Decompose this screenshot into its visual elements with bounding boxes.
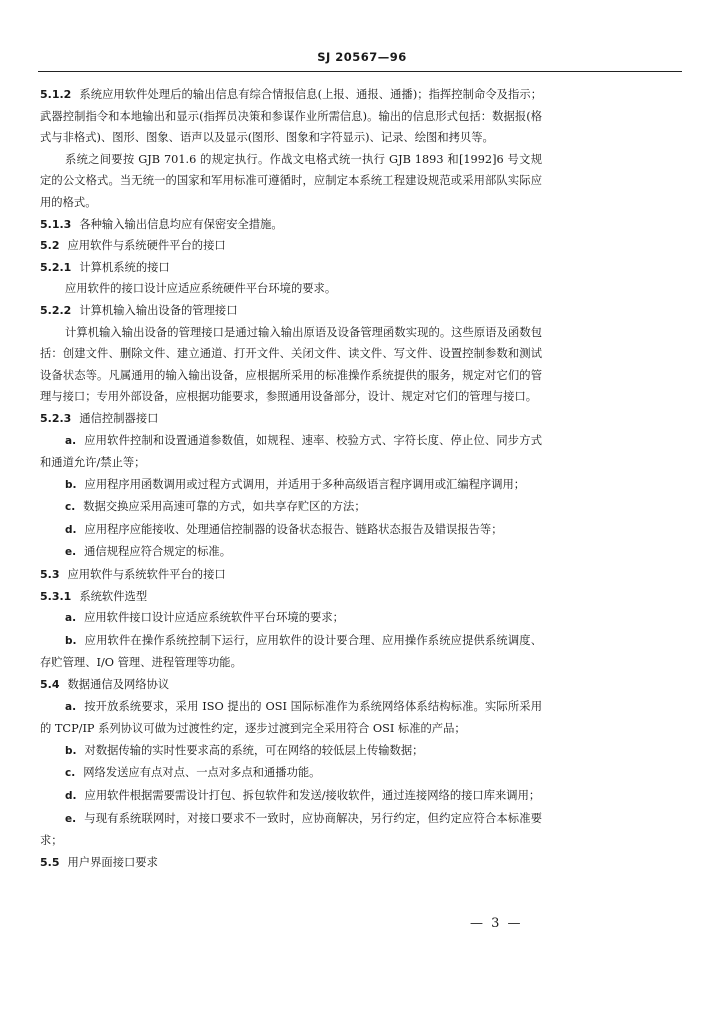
section-text: 各种输入输出信息均应有保密安全措施。 xyxy=(79,217,283,231)
list-item xyxy=(40,630,542,674)
section-number: 5.4 xyxy=(40,678,60,692)
section-heading: 数据通信及网络协议 xyxy=(67,678,170,692)
section-5-3 xyxy=(40,564,542,586)
section-5-1-3 xyxy=(40,214,542,236)
section-5-1-2 xyxy=(40,84,542,149)
list-item-label: c. xyxy=(65,767,76,780)
list-item-label: e. xyxy=(65,812,77,825)
list-item-text: 应用程序用函数调用或过程方式调用，并适用于多种高级语言程序调用或汇编程序调用； xyxy=(84,477,526,491)
list-item-text: 对数据传输的实时性要求高的系统，可在网络的较低层上传输数据； xyxy=(84,743,424,757)
section-number: 5.3 xyxy=(40,568,60,582)
list-item-text: 应用软件根据需要需设计打包、拆包软件和发送/接收软件，通过连接网络的接口库来调用； xyxy=(84,789,541,802)
section-number: 5.1.3 xyxy=(40,217,72,231)
list-item-text: 与现有系统联网时，对接口要求不一致时，应协商解决，另行约定，但约定应符合本标准要求； xyxy=(40,811,542,848)
section-number: 5.1.2 xyxy=(40,88,72,101)
section-heading: 应用软件与系统软件平台的接口 xyxy=(67,568,226,582)
paragraph: 系统之间要按 GJB 701.6 的规定执行。作战文电格式统一执行 GJB 1893 和[1992]6 号文规定的公文格式。当无统一的国家和军用标准可遵循时，应制定本系统工程建设规范或采用部队实际应用的格式。 xyxy=(40,152,542,209)
list-item-label: d. xyxy=(65,523,77,536)
section-number: 5.3.1 xyxy=(40,589,72,603)
section-heading: 系统软件选型 xyxy=(79,589,148,603)
section-5-2-2 xyxy=(40,300,542,322)
section-heading: 计算机系统的接口 xyxy=(79,260,170,274)
section-heading: 通信控制器接口 xyxy=(79,411,159,425)
list-item xyxy=(40,607,542,630)
page-number: — 3 — xyxy=(470,916,523,931)
list-item xyxy=(40,785,542,808)
section-number: 5.2 xyxy=(40,239,60,253)
section-5-2 xyxy=(40,235,542,257)
list-item-label: a. xyxy=(65,612,77,625)
list-item xyxy=(40,430,542,474)
section-5-5 xyxy=(40,852,542,874)
section-number: 5.2.2 xyxy=(40,303,72,317)
list-item-label: a. xyxy=(65,434,77,447)
section-heading: 用户界面接口要求 xyxy=(67,855,158,869)
section-5-2-1 xyxy=(40,257,542,279)
list-item xyxy=(40,519,542,542)
list-item xyxy=(40,696,542,740)
paragraph: 计算机输入输出设备的管理接口是通过输入输出原语及设备管理函数实现的。这些原语及函数包括：创建文件、删除文件、建立通道、打开文件、关闭文件、读文件、写文件、设置控制参数和测试设备状态等。凡属通用的输入输出设备，应根据所采用的标准操作系统提供的服务，规定对它们的管理与接口；专用外部设备，应根据功能要求，参照通用设备部分，设计、规定对它们的管理与接口。 xyxy=(40,325,542,404)
section-number: 5.2.3 xyxy=(40,411,72,425)
section-heading: 计算机输入输出设备的管理接口 xyxy=(79,303,238,317)
section-text: 系统应用软件处理后的输出信息有综合情报信息(上报、通报、通播)；指挥控制命令及指示；武器控制指令和本地输出和显示(指挥员决策和参谋作业所需信息)。输出的信息形式包括：数据报(格式与非格式)、图形、图象、语声以及显示(图形、图象和字符显示)、记录、绘图和拷贝等。 xyxy=(40,88,542,145)
list-item-label: a. xyxy=(65,700,77,713)
list-item-text: 应用软件接口设计应适应系统软件平台环境的要求； xyxy=(84,611,344,625)
list-item-label: b. xyxy=(65,634,77,647)
list-item xyxy=(40,541,542,564)
list-item-text: 网络发送应有点对点、一点对多点和通播功能。 xyxy=(83,766,321,780)
section-5-4 xyxy=(40,674,542,696)
document-body xyxy=(40,84,542,873)
section-5-2-3 xyxy=(40,408,542,430)
list-item-text: 按开放系统要求，采用 ISO 提出的 OSI 国际标准作为系统网络体系结构标准。实际所采用的 TCP/IP 系列协议可做为过渡性约定，逐步过渡到完全采用符合 OSI 标准的产品； xyxy=(40,699,542,736)
list-item-label: d. xyxy=(65,790,77,802)
document-code: SJ 20567—96 xyxy=(317,50,407,64)
list-item-text: 通信规程应符合规定的标准。 xyxy=(84,545,231,559)
list-item-text: 应用程序应能接收、处理通信控制器的设备状态报告、链路状态报告及错误报告等； xyxy=(84,522,503,536)
section-5-3-1 xyxy=(40,586,542,608)
list-item-label: c. xyxy=(65,501,76,514)
list-item xyxy=(40,762,542,785)
section-heading: 应用软件与系统硬件平台的接口 xyxy=(67,239,226,253)
list-item-text: 数据交换应采用高速可靠的方式，如共享存贮区的方法； xyxy=(83,500,366,514)
paragraph: 应用软件的接口设计应适应系统硬件平台环境的要求。 xyxy=(65,282,337,296)
list-item xyxy=(40,496,542,519)
list-item-label: e. xyxy=(65,546,77,559)
header-rule xyxy=(38,71,682,72)
list-item-text: 应用软件控制和设置通道参数值，如规程、速率、校验方式、字符长度、停止位、同步方式和通道允许/禁止等； xyxy=(40,433,542,470)
list-item xyxy=(40,474,542,497)
section-number: 5.2.1 xyxy=(40,260,72,274)
list-item-text: 应用软件在操作系统控制下运行，应用软件的设计要合理、应用操作系统应提供系统调度、存贮管理、I/O 管理、进程管理等功能。 xyxy=(40,633,542,670)
list-item xyxy=(40,740,542,763)
list-item-label: b. xyxy=(65,478,77,491)
list-item-label: b. xyxy=(65,744,77,757)
section-number: 5.5 xyxy=(40,855,60,869)
list-item xyxy=(40,808,542,852)
